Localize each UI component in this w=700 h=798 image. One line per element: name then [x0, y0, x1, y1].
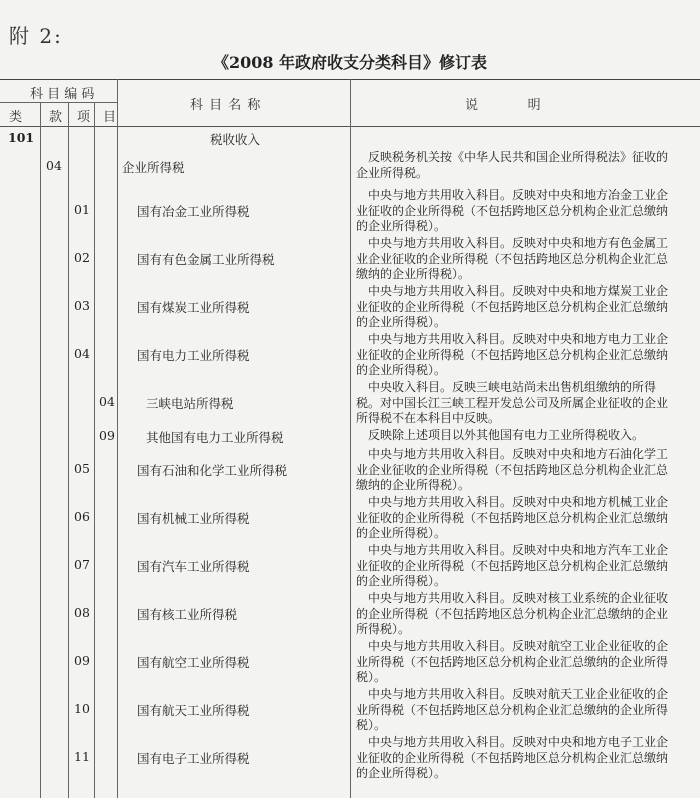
subject-description: 中央与地方共用收入科目。反映对中央和地方煤炭工业企业征收的企业所得税（不包括跨地区总分机构企业汇总缴纳的企业所得税）。	[356, 284, 669, 329]
code-mu: 04	[99, 394, 115, 409]
appendix-label: 附 2:	[9, 24, 63, 48]
code-xiang: 10	[74, 701, 90, 716]
code-xiang: 09	[74, 653, 90, 668]
subject-description: 中央与地方共用收入科目。反映对中央和地方汽车工业企业征收的企业所得税（不包括跨地区总分机构企业汇总缴纳的企业所得税）。	[356, 543, 669, 588]
subject-name: 国有核工业所得税	[137, 607, 238, 622]
subject-description: 中央与地方共用收入科目。反映对中央和地方电力工业企业征收的企业所得税（不包括跨地区总分机构企业汇总缴纳的企业所得税）。	[356, 332, 669, 377]
subject-description: 中央与地方共用收入科目。反映对中央和地方机械工业企业征收的企业所得税（不包括跨地区总分机构企业汇总缴纳的企业所得税）。	[356, 495, 669, 540]
subject-description: 反映除上述项目以外其他国有电力工业所得税收入。	[368, 428, 645, 442]
subject-name: 国有汽车工业所得税	[137, 559, 250, 574]
code-kuan: 04	[46, 158, 62, 173]
header-kuan: 款	[49, 110, 63, 125]
code-mu: 09	[99, 428, 115, 443]
subject-name: 三峡电站所得税	[146, 396, 234, 411]
subject-name: 国有有色金属工业所得税	[137, 252, 275, 267]
subject-name: 其他国有电力工业所得税	[146, 430, 284, 445]
subject-name: 国有石油和化学工业所得税	[137, 463, 288, 478]
subject-description: 中央与地方共用收入科目。反映对航空工业企业征收的企业所得税（不包括跨地区总分机构企业汇总缴纳的企业所得税）。	[356, 639, 669, 684]
subject-description: 中央与地方共用收入科目。反映对中央和地方电子工业企业征收的企业所得税（不包括跨地区总分机构企业汇总缴纳的企业所得税）。	[356, 735, 669, 780]
header-desc: 说 明	[465, 98, 541, 113]
subject-description: 中央与地方共用收入科目。反映对中央和地方冶金工业企业征收的企业所得税（不包括跨地区总分机构企业汇总缴纳的企业所得税）。	[356, 188, 669, 233]
subject-name: 国有冶金工业所得税	[137, 204, 250, 219]
code-xiang: 03	[74, 298, 90, 313]
subject-description: 中央与地方共用收入科目。反映对中央和地方有色金属工业企业征收的企业所得税（不包括跨地区总分机构企业汇总缴纳的企业所得税）。	[356, 236, 669, 281]
subject-name: 国有航天工业所得税	[137, 703, 250, 718]
subject-name: 国有航空工业所得税	[137, 655, 250, 670]
code-xiang: 01	[74, 202, 90, 217]
subject-name: 企业所得税	[122, 160, 185, 175]
subject-name: 国有机械工业所得税	[137, 511, 250, 526]
subject-description: 中央与地方共用收入科目。反映对中央和地方石油化学工业企业征收的企业所得税（不包括跨地区总分机构企业汇总缴纳的企业所得税）。	[356, 447, 669, 492]
code-xiang: 06	[74, 509, 90, 524]
subject-name: 国有电力工业所得税	[137, 348, 250, 363]
code-xiang: 11	[74, 749, 90, 764]
subject-name: 国有电子工业所得税	[137, 751, 250, 766]
subject-description: 中央与地方共用收入科目。反映对核工业系统的企业征收的企业所得税（不包括跨地区总分机构企业汇总缴纳的企业所得税）。	[356, 591, 669, 636]
subject-description: 中央与地方共用收入科目。反映对航天工业企业征收的企业所得税（不包括跨地区总分机构企业汇总缴纳的企业所得税）。	[356, 687, 669, 732]
header-lei: 类	[9, 110, 23, 125]
table-title: 《2008 年政府收支分类科目》修订表	[212, 53, 488, 72]
subject-description: 反映税务机关按《中华人民共和国企业所得税法》征收的企业所得税。	[356, 150, 669, 180]
code-xiang: 05	[74, 461, 90, 476]
code-xiang: 04	[74, 346, 90, 361]
subject-name: 税收收入	[210, 132, 261, 147]
code-lei: 101	[8, 130, 35, 145]
code-xiang: 07	[74, 557, 90, 572]
header-mu: 目	[103, 110, 117, 125]
header-xiang: 项	[77, 110, 91, 125]
header-name: 科 目 名 称	[190, 98, 262, 113]
subject-description: 中央收入科目。反映三峡电站尚未出售机组缴纳的所得税。对中国长江三峡工程开发总公司及所属企业征收的企业所得税不在本科目中反映。	[356, 380, 669, 425]
header-code-group: 科 目 编 码	[30, 87, 95, 102]
subject-name: 国有煤炭工业所得税	[137, 300, 250, 315]
code-xiang: 08	[74, 605, 90, 620]
code-xiang: 02	[74, 250, 90, 265]
